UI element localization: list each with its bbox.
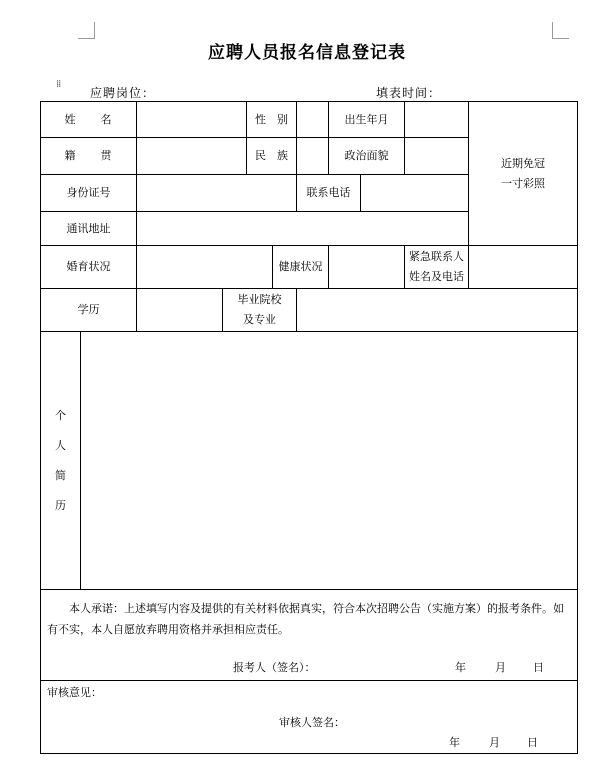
native-place-label: 籍 贯: [41, 138, 137, 175]
position-label: 应聘岗位：: [90, 86, 156, 100]
reviewer-signature-label: 审核人签名：: [279, 716, 345, 729]
school-label: [223, 289, 297, 332]
school-cell[interactable]: [297, 289, 578, 332]
school-label-line2: 及专业: [243, 313, 276, 326]
review-day: 日: [527, 736, 538, 749]
emergency-label-line2: 姓名及电话: [409, 270, 464, 283]
resume-char: 个: [55, 408, 66, 422]
pledge-text: 本人承诺：上述填写内容及提供的有关材料依据真实，符合本次招聘公告（实施方案）的报考条件。如有不实，本人自愿放弃聘用资格并承担相应责任。: [47, 602, 564, 636]
education-label: 学历: [41, 289, 137, 332]
health-label: 健康状况: [273, 246, 329, 289]
pledge-cell: [41, 590, 578, 681]
crop-mark-top-left: [78, 22, 95, 39]
marital-cell[interactable]: [137, 246, 273, 289]
date-label: 填表时间：: [376, 86, 442, 100]
health-cell[interactable]: [329, 246, 405, 289]
applicant-signature-label: 报考人（签名）：: [233, 661, 316, 674]
birth-label: 出生年月: [329, 102, 405, 138]
birth-cell[interactable]: [405, 102, 469, 138]
native-place-cell[interactable]: [137, 138, 247, 175]
review-opinion-label: 审核意见：: [47, 686, 102, 699]
pledge-month: 月: [495, 661, 506, 674]
ethnic-label: 民 族: [247, 138, 297, 175]
emergency-label: [405, 246, 469, 289]
review-month: 月: [489, 736, 500, 749]
review-cell[interactable]: [41, 681, 578, 754]
photo-cell[interactable]: [469, 102, 578, 246]
education-cell[interactable]: [137, 289, 223, 332]
crop-mark-top-right: [552, 22, 569, 39]
resume-char: 人: [55, 438, 66, 452]
resume-char: 简: [55, 468, 66, 482]
registration-table: [40, 101, 578, 754]
gender-label: 性 别: [247, 102, 297, 138]
resume-label: [41, 332, 81, 590]
school-label-line1: 毕业院校: [237, 293, 282, 306]
form-title: 应聘人员报名信息登记表: [208, 43, 406, 63]
resume-char: 历: [55, 498, 66, 512]
pledge-year: 年: [455, 661, 466, 674]
resume-cell[interactable]: [81, 332, 578, 590]
political-label: 政治面貌: [329, 138, 405, 175]
photo-label-line1: 近期免冠: [501, 156, 545, 170]
gender-cell[interactable]: [297, 102, 329, 138]
name-cell[interactable]: [137, 102, 247, 138]
id-number-cell[interactable]: [137, 175, 297, 212]
id-number-label: 身份证号: [41, 175, 137, 212]
marital-label: 婚育状况: [41, 246, 137, 289]
ethnic-cell[interactable]: [297, 138, 329, 175]
photo-label-line2: 一寸彩照: [501, 176, 545, 190]
emergency-cell[interactable]: [469, 246, 578, 289]
pledge-day: 日: [533, 661, 544, 674]
emergency-label-line1: 紧急联系人: [409, 250, 464, 263]
political-cell[interactable]: [405, 138, 469, 175]
address-cell[interactable]: [137, 212, 469, 246]
table-move-handle-icon[interactable]: ⁞⁞: [56, 79, 61, 90]
phone-cell[interactable]: [361, 175, 469, 212]
phone-label: 联系电话: [297, 175, 361, 212]
address-label: 通讯地址: [41, 212, 137, 246]
review-year: 年: [449, 736, 460, 749]
name-label: 姓 名: [41, 102, 137, 138]
pledge-signature-line: [47, 658, 571, 680]
